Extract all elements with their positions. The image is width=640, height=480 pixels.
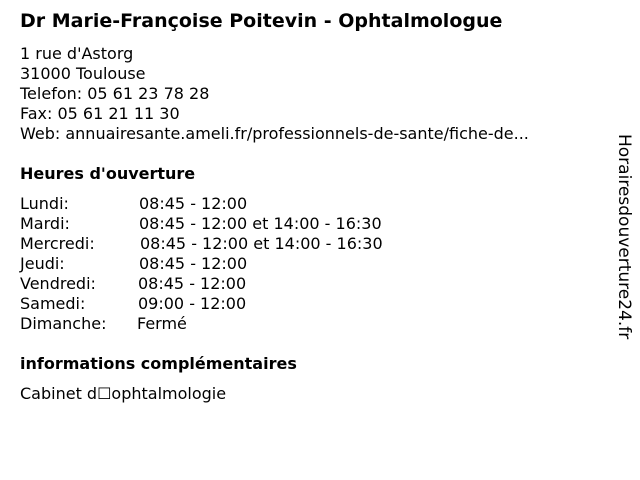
- day-label: Mercredi:: [20, 234, 95, 253]
- page-title: Dr Marie-Françoise Poitevin - Ophtalmologue: [20, 10, 503, 32]
- day-label: Samedi:: [20, 294, 86, 313]
- additional-info-text: Cabinet d☐ophtalmologie: [20, 384, 227, 403]
- day-label: Mardi:: [20, 214, 70, 233]
- opening-hours-heading: Heures d'ouverture: [20, 164, 196, 183]
- city-postal: 31000 Toulouse: [20, 64, 146, 83]
- day-label: Vendredi:: [20, 274, 96, 293]
- site-brand-vertical: Horairesdouverture24.fr: [614, 134, 634, 340]
- day-label: Jeudi:: [20, 254, 65, 273]
- time-value: 08:45 - 12:00: [139, 194, 248, 213]
- time-value: 09:00 - 12:00: [138, 294, 247, 313]
- day-label: Dimanche:: [20, 314, 107, 333]
- address-block: [20, 44, 529, 144]
- website-link[interactable]: Web: annuairesante.ameli.fr/professionnels-de-sante/fiche-de...: [20, 124, 529, 143]
- phone-number[interactable]: Telefon: 05 61 23 78 28: [20, 84, 210, 103]
- time-value: Fermé: [137, 314, 187, 333]
- time-value: 08:45 - 12:00: [138, 274, 247, 293]
- time-value: 08:45 - 12:00 et 14:00 - 16:30: [140, 234, 383, 253]
- time-value: 08:45 - 12:00: [139, 254, 248, 273]
- day-label: Lundi:: [20, 194, 69, 213]
- additional-info-heading: informations complémentaires: [20, 354, 297, 373]
- street-address: 1 rue d'Astorg: [20, 44, 134, 63]
- time-value: 08:45 - 12:00 et 14:00 - 16:30: [139, 214, 382, 233]
- fax-number: Fax: 05 61 21 11 30: [20, 104, 180, 123]
